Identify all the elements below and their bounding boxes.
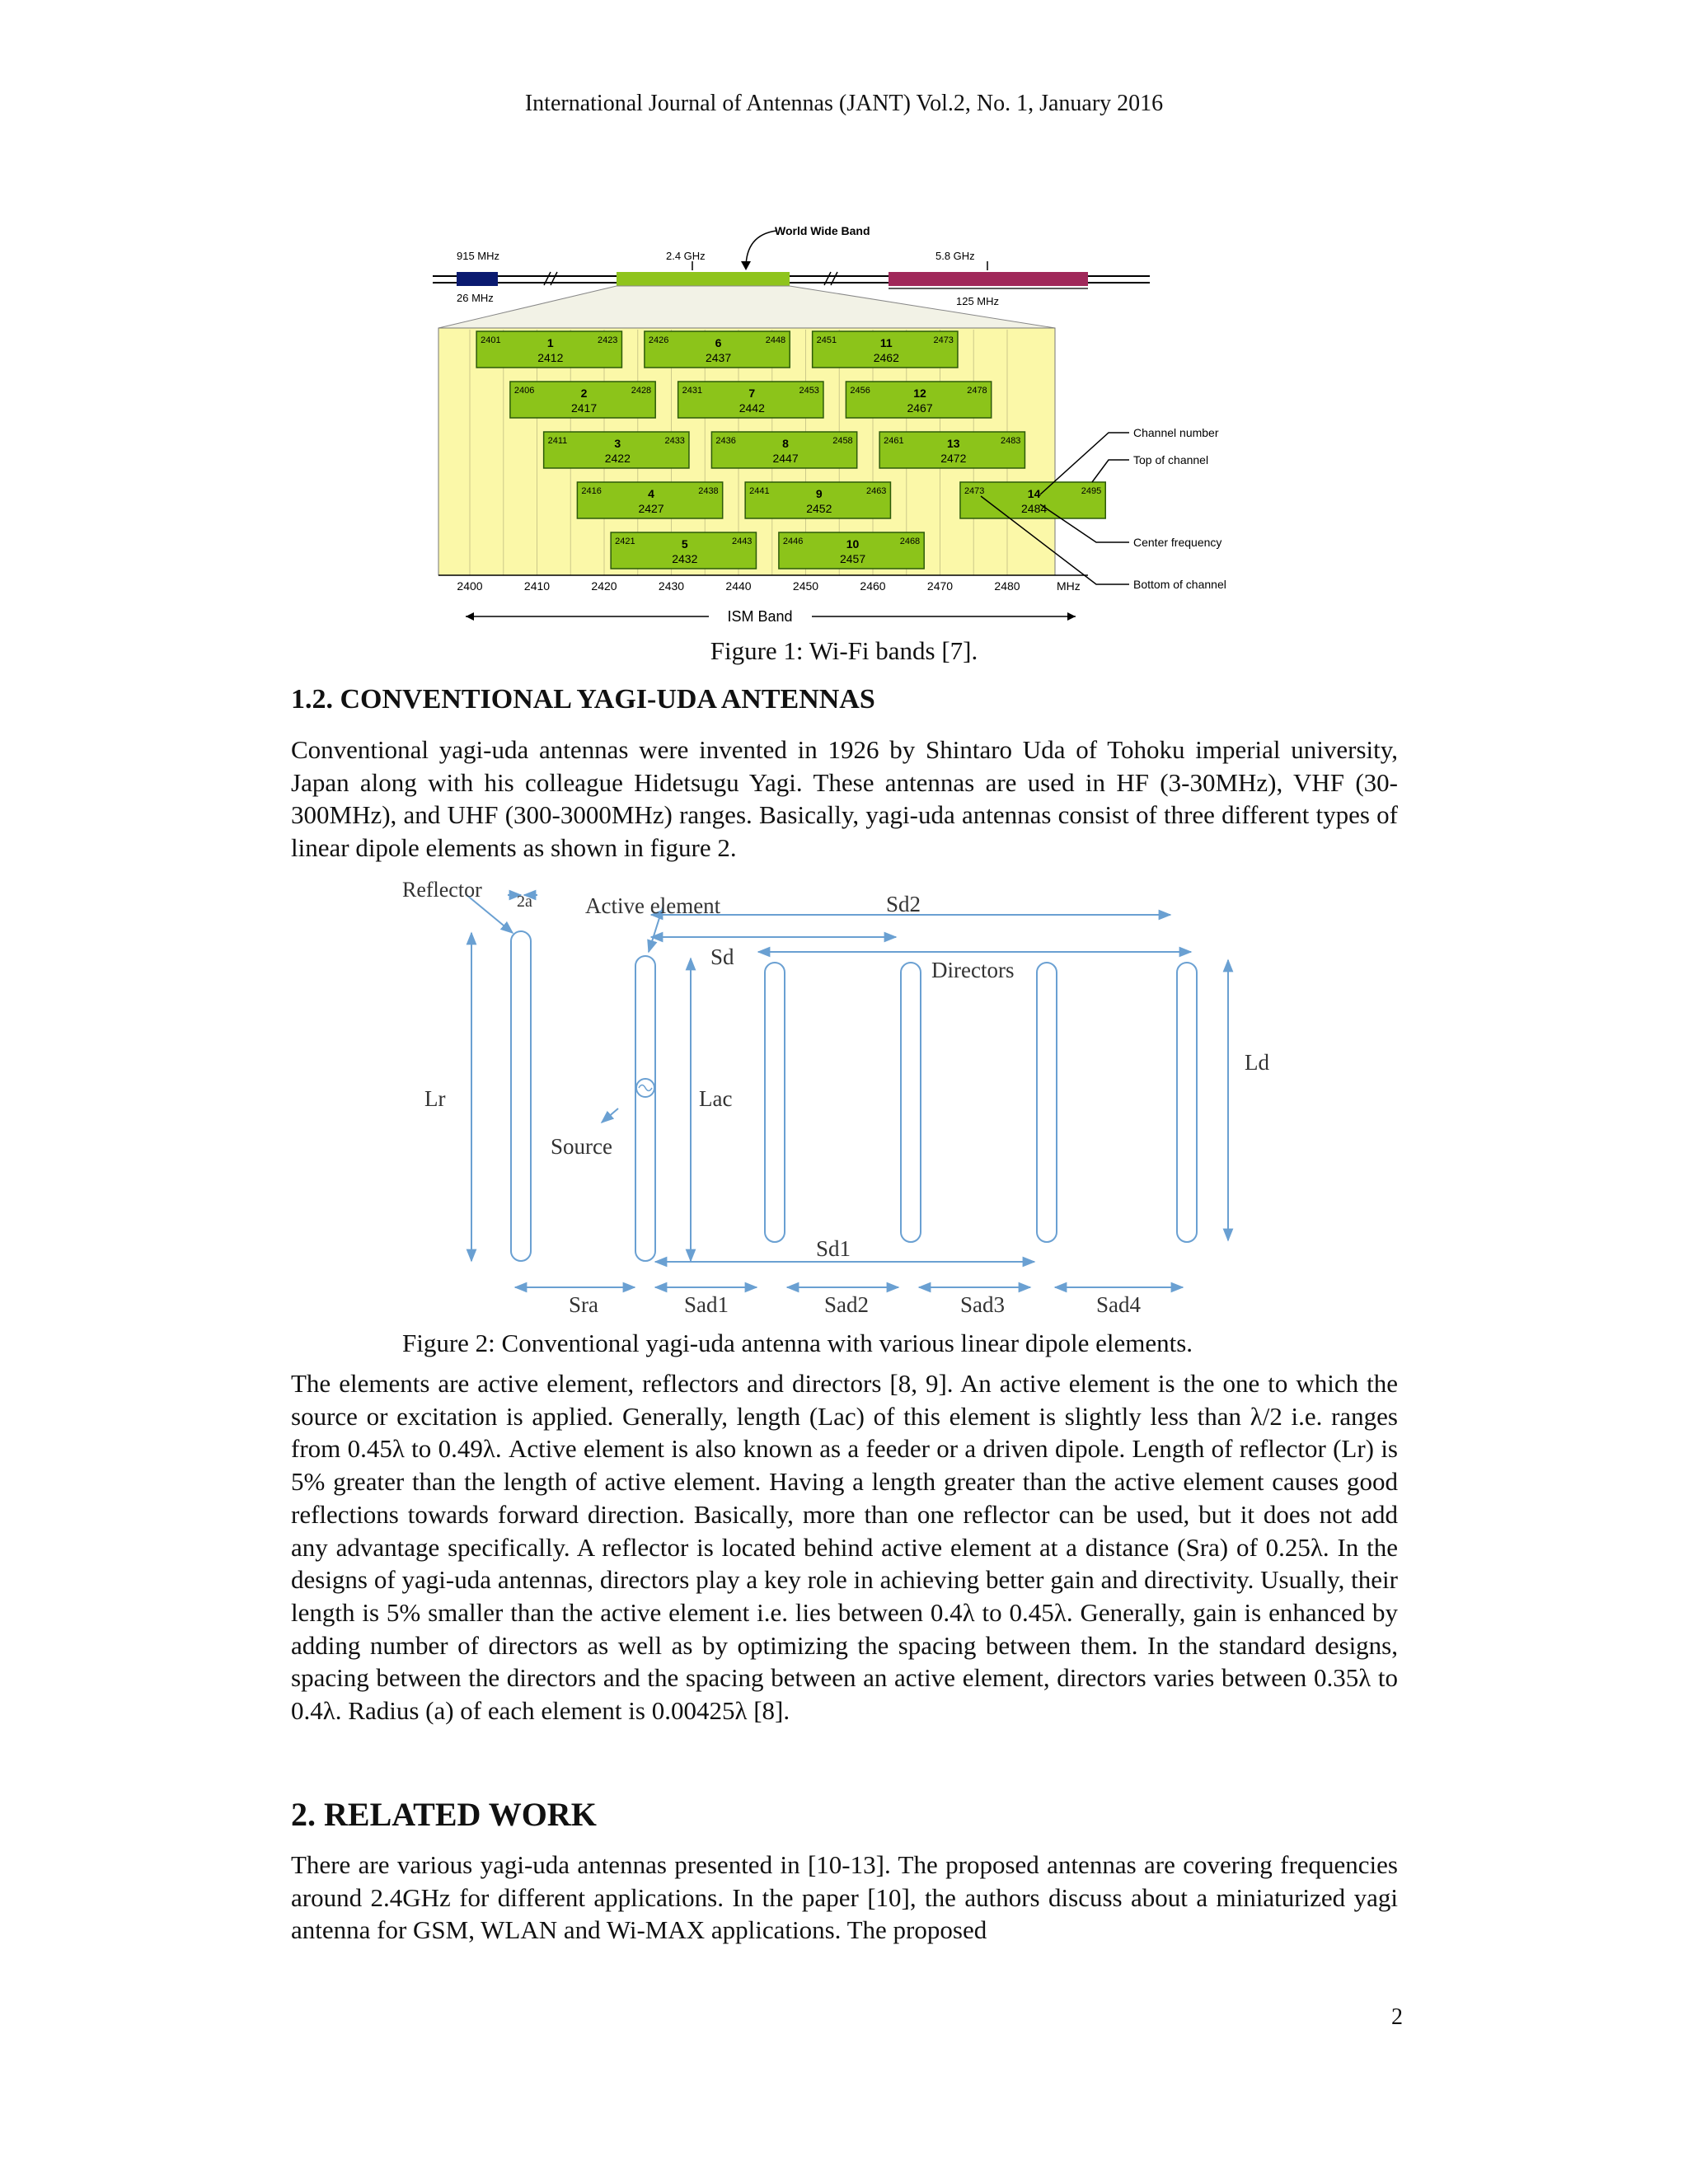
label-active-element: Active element [585, 893, 721, 918]
channel-top: 2453 [799, 386, 819, 396]
axis-tick-label: 2420 [591, 579, 617, 593]
channel-top: 2433 [664, 436, 685, 446]
label-sra: Sra [569, 1292, 598, 1317]
figure-2-caption: Figure 2: Conventional yagi-uda antenna with various linear dipole elements. [402, 1329, 1193, 1357]
axis-tick-label: 2410 [523, 579, 551, 593]
channel-bottom: 2446 [782, 537, 804, 546]
channel-bottom: 2421 [615, 537, 635, 546]
channel-center: 2417 [570, 401, 598, 415]
channel-block [611, 532, 756, 569]
channel-bottom: 2451 [816, 335, 837, 345]
active-element [635, 956, 655, 1261]
label-2a: 2a [517, 893, 532, 911]
label-reflector: Reflector [402, 878, 482, 902]
channel-center: 2452 [806, 502, 832, 515]
channel-center: 2447 [772, 452, 799, 465]
label-sd2: Sd2 [886, 892, 921, 916]
director-element [1037, 963, 1057, 1242]
axis-tick-label: 2460 [860, 579, 886, 593]
section-2-paragraph: There are various yagi-uda antennas presented in [10-13]. The proposed antennas are covering frequencies around 2.4GHz for different applications. In the paper [10], the authors discuss about a miniaturized yagi antenna for GSM, WLAN and Wi-MAX applications. The proposed [291, 1850, 1398, 1945]
channel-number: 8 [782, 437, 789, 450]
director-element [1177, 963, 1197, 1242]
channel-top: 2478 [967, 386, 987, 396]
ism-band-label: ISM Band [727, 608, 793, 625]
legend-top-of-channel: Top of channel [1133, 453, 1209, 466]
channel-bottom: 2473 [964, 486, 985, 496]
band-58-bar [889, 272, 1088, 286]
channel-top: 2495 [1081, 486, 1102, 496]
channel-center: 2432 [672, 552, 698, 565]
channel-top: 2428 [631, 386, 652, 396]
channel-block [745, 482, 890, 518]
channel-number: 9 [815, 487, 823, 500]
section-1-2-paragraph: Conventional yagi-uda antennas were invented in 1926 by Shintaro Uda of Tohoku imperial university, Japan along with his colleague Hidetsugu Yagi. These antennas are used in HF (3-30MHz), VHF (30-300MHz), and UHF (300-3000MHz) ranges. Basically, yagi-uda antennas consist of three different types of linear dipole elements as shown in figure 2. [291, 735, 1398, 863]
label-915: 915 MHz [457, 250, 500, 262]
band-915-bar [457, 272, 498, 286]
channel-block [779, 532, 924, 569]
figure-1-wifi-bands [429, 218, 1261, 630]
label-source: Source [551, 1134, 612, 1159]
channel-top: 2438 [698, 486, 719, 496]
label-ld: Ld [1245, 1050, 1269, 1075]
label-sad3: Sad3 [960, 1292, 1005, 1317]
channel-center: 2412 [537, 351, 564, 364]
channel-block [879, 432, 1025, 468]
channel-block [846, 382, 991, 418]
legend-bottom-of-channel: Bottom of channel [1133, 578, 1226, 591]
channel-top: 2423 [597, 335, 618, 345]
channel-number: 12 [913, 387, 926, 400]
section-heading-2: 2. RELATED WORK [291, 1796, 597, 1833]
channel-number: 6 [715, 336, 722, 349]
channel-top: 2448 [765, 335, 786, 345]
channel-top: 2443 [731, 537, 753, 546]
channel-top: 2463 [865, 486, 887, 496]
channel-center: 2437 [705, 351, 732, 364]
channel-bottom: 2431 [682, 386, 703, 396]
channel-number: 11 [879, 336, 893, 349]
channel-center: 2427 [638, 502, 664, 515]
channel-top: 2483 [1000, 436, 1021, 446]
label-sad1: Sad1 [684, 1292, 729, 1317]
elements-paragraph: The elements are active element, reflectors and directors [8, 9]. An active element is the one to which the source or excitation is applied. Generally, length (Lac) of this element is slightly less than λ/2 i.e. ranges from 0.45λ to 0.49λ. Active element is also known as a feeder or a driven dipole. Length of reflector (Lr) is 5% greater than the length of active element. Having a length greater than the active element causes good reflections towards forward direction. Basically, more than one reflector can be used, but it does not add any advantage specifically. A reflector is located behind active element at a distance (Sra) of 0.25λ. In the designs of yagi-uda antennas, directors play a key role in achieving better gain and directivity. Usually, their length is 5% smaller than the active element i.e. lies between 0.4λ to 0.45λ. Generally, gain is enhanced by adding number of directors as well as by optimizing the spacing between them. In the standard designs, spacing between the directors and the spacing between an active element, directors varies between 0.35λ to 0.4λ. Radius (a) of each element is 0.00425λ [8]. [291, 1369, 1398, 1726]
label-sd: Sd [710, 944, 734, 969]
channel-block [577, 482, 722, 518]
director-element [901, 963, 921, 1242]
label-sd1: Sd1 [816, 1236, 851, 1261]
channel-block [813, 331, 958, 368]
channel-top: 2468 [899, 537, 921, 546]
channel-bottom: 2401 [481, 335, 501, 345]
label-world-wide-band: World Wide Band [775, 224, 870, 237]
channel-block [510, 382, 655, 418]
channel-bottom: 2426 [648, 335, 669, 345]
label-sad2: Sad2 [824, 1292, 869, 1317]
channel-block [476, 331, 621, 368]
running-header: International Journal of Antennas (JANT) Vol.2, No. 1, January 2016 [524, 91, 1164, 116]
channel-bottom: 2456 [850, 386, 870, 396]
band-24-bar [617, 272, 790, 286]
channel-number: 10 [846, 537, 860, 551]
axis-tick-label: 2440 [725, 579, 752, 593]
axis-tick-labels [457, 579, 1020, 593]
channel-bottom: 2406 [513, 386, 535, 396]
dipole-elements [511, 931, 1197, 1261]
page-number: 2 [1391, 2004, 1403, 2030]
channel-number: 2 [580, 387, 588, 400]
channel-center: 2467 [907, 401, 933, 415]
channel-top: 2458 [832, 436, 853, 446]
figure-1-caption: Figure 1: Wi-Fi bands [7]. [710, 636, 978, 665]
channel-bottom: 2441 [749, 486, 770, 496]
axis-tick-label: 2400 [457, 579, 483, 593]
label-58ghz: 5.8 GHz [935, 250, 975, 262]
channel-center: 2457 [839, 552, 866, 565]
channel-bottom: 2416 [581, 486, 602, 496]
channel-center: 2484 [1021, 502, 1048, 515]
channel-bottom: 2461 [884, 436, 904, 446]
channel-block [645, 331, 790, 368]
channel-number: 14 [1027, 487, 1041, 500]
channel-bottom: 2411 [547, 436, 568, 446]
label-lac: Lac [699, 1086, 733, 1111]
channel-block [678, 382, 823, 418]
channel-block [960, 482, 1105, 518]
section-heading-1-2: 1.2. CONVENTIONAL YAGI-UDA ANTENNAS [291, 684, 875, 715]
channel-number: 7 [748, 387, 756, 400]
dimension-arrows [471, 915, 1228, 1287]
axis-tick-label: 2470 [926, 579, 954, 593]
channel-number: 3 [614, 437, 621, 450]
axis-unit: MHz [1057, 579, 1081, 593]
channel-bottom: 2436 [715, 436, 736, 446]
director-element [765, 963, 785, 1242]
channel-center: 2462 [873, 351, 899, 364]
channel-center: 2472 [940, 452, 967, 465]
axis-tick-label: 2480 [994, 579, 1020, 593]
channel-number: 13 [947, 437, 960, 450]
legend-channel-number: Channel number [1133, 426, 1219, 439]
channel-center: 2442 [738, 401, 765, 415]
reflector-element [511, 931, 531, 1261]
channel-number: 1 [546, 336, 554, 349]
label-directors: Directors [931, 958, 1015, 982]
label-24ghz: 2.4 GHz [666, 250, 706, 262]
label-lr: Lr [424, 1086, 446, 1111]
leader-arrows [466, 894, 663, 1122]
channel-center: 2422 [604, 452, 631, 465]
channel-number: 5 [681, 537, 688, 551]
axis-tick-label: 2450 [792, 579, 819, 593]
label-sad4: Sad4 [1096, 1292, 1141, 1317]
axis-tick-label: 2430 [658, 579, 685, 593]
channel-number: 4 [648, 487, 654, 500]
channel-top: 2473 [933, 335, 954, 345]
label-26mhz: 26 MHz [457, 292, 494, 304]
channel-block [711, 432, 856, 468]
channel-block [544, 432, 689, 468]
label-125mhz: 125 MHz [956, 295, 1000, 307]
legend-center-frequency: Center frequency [1133, 536, 1222, 549]
figure-2-yagi-uda [387, 865, 1311, 1327]
